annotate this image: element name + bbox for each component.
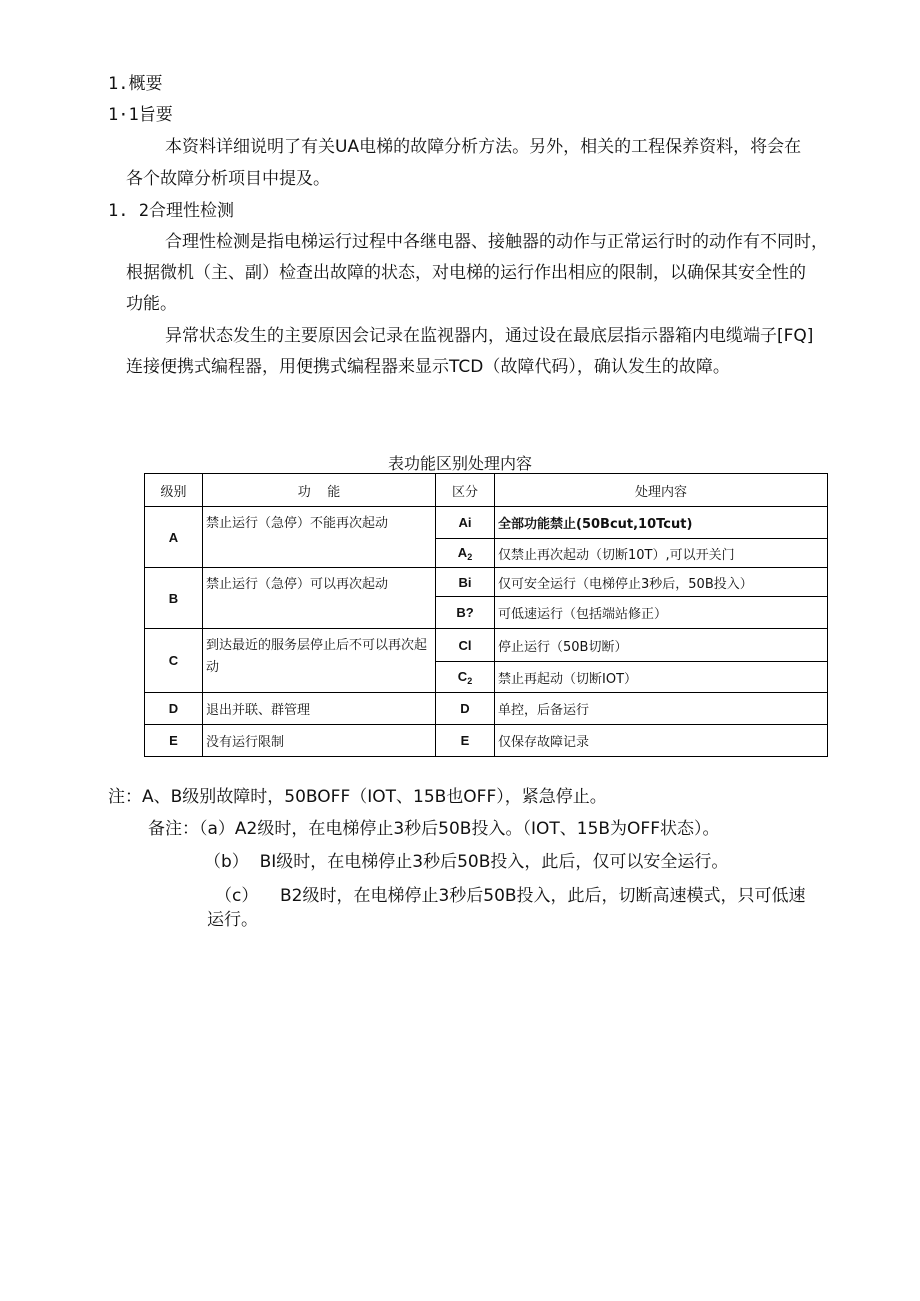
cell-content: 单控，后备运行 (495, 693, 828, 725)
header-division: 区分 (436, 474, 495, 507)
table-header-row (145, 474, 828, 507)
cell-division: D (436, 693, 495, 725)
table-row (145, 693, 828, 725)
cell-content: 可低速运行（包括端站修正） (495, 597, 828, 629)
fault-level-table (144, 473, 828, 757)
division-subscript: 2 (467, 675, 473, 686)
table-caption: 表功能区别处理内容 (387, 454, 532, 473)
cell-content: 仅保存故障记录 (495, 725, 828, 757)
table-row (145, 507, 828, 539)
cell-function: 退出并联、群管理 (203, 693, 436, 725)
cell-level: E (145, 725, 203, 757)
cell-content: 全部功能禁止(50Bcut,10Tcut) (495, 507, 828, 539)
division-subscript: 2 (467, 551, 473, 562)
cell-content: 仅禁止再次起动（切断10T）,可以开关门 (495, 539, 828, 568)
paragraph-monitor-line2: 连接便携式编程器，用便携式编程器来显示TCD（故障代码），确认发生的故障。 (126, 357, 730, 377)
table-row (145, 629, 828, 662)
heading-rationality-check: 1. 2合理性检测 (108, 201, 234, 221)
header-function: 功 能 (203, 474, 436, 507)
cell-division: Ai (436, 507, 495, 539)
cell-division: B? (436, 597, 495, 629)
cell-division (436, 539, 495, 568)
division-base: A (457, 544, 468, 560)
cell-function: 没有运行限制 (203, 725, 436, 757)
paragraph-summary-line1: 本资料详细说明了有关UA电梯的故障分析方法。另外，相关的工程保养资料，将会在 (165, 137, 802, 157)
table-row (145, 568, 828, 597)
table-row (145, 725, 828, 757)
cell-level: C (145, 629, 203, 693)
note-line: 注：A、B级别故障时，50BOFF（IOT、15B也OFF），紧急停止。 (108, 787, 607, 807)
cell-content: 仅可安全运行（电梯停止3秒后，50B投入） (495, 568, 828, 597)
cell-division: Cl (436, 629, 495, 662)
cell-level: A (145, 507, 203, 568)
cell-division: E (436, 725, 495, 757)
remark-c-line2: 运行。 (207, 910, 258, 930)
cell-division (436, 662, 495, 693)
paragraph-rationality-line1: 合理性检测是指电梯运行过程中各继电器、接触器的动作与正常运行时的动作有不同时， (165, 232, 828, 252)
paragraph-rationality-line3: 功能。 (126, 294, 177, 314)
cell-content: 停止运行（50B切断） (495, 629, 828, 662)
paragraph-rationality-line2: 根据微机（主、副）检查出故障的状态，对电梯的运行作出相应的限制，以确保其安全性的 (126, 263, 806, 283)
heading-overview: 1.概要 (108, 74, 163, 94)
heading-summary: 1·1旨要 (108, 105, 173, 125)
cell-level: B (145, 568, 203, 629)
cell-level: D (145, 693, 203, 725)
division-base: C (457, 668, 468, 684)
paragraph-summary-line2: 各个故障分析项目中提及。 (126, 169, 330, 189)
cell-function: 禁止运行（急停）不能再次起动 (203, 507, 436, 568)
header-content: 处理内容 (495, 474, 828, 507)
remark-b: （b） BI级时，在电梯停止3秒后50B投入，此后，仅可以安全运行。 (204, 852, 729, 872)
cell-function: 禁止运行（急停）可以再次起动 (203, 568, 436, 629)
remark-c-line1: （c） B2级时，在电梯停止3秒后50B投入，此后，切断高速模式，只可低速 (215, 886, 806, 906)
cell-division: Bi (436, 568, 495, 597)
header-level: 级别 (145, 474, 203, 507)
paragraph-monitor-line1: 异常状态发生的主要原因会记录在监视器内，通过设在最底层指示器箱内电缆端子[FQ] (165, 326, 814, 346)
cell-content: 禁止再起动（切断IOT） (495, 662, 828, 693)
remark-a: 备注：（a）A2级时，在电梯停止3秒后50B投入。（IOT、15B为OFF状态）。 (148, 819, 720, 839)
cell-function: 到达最近的服务层停止后不可以再次起动 (203, 629, 436, 693)
